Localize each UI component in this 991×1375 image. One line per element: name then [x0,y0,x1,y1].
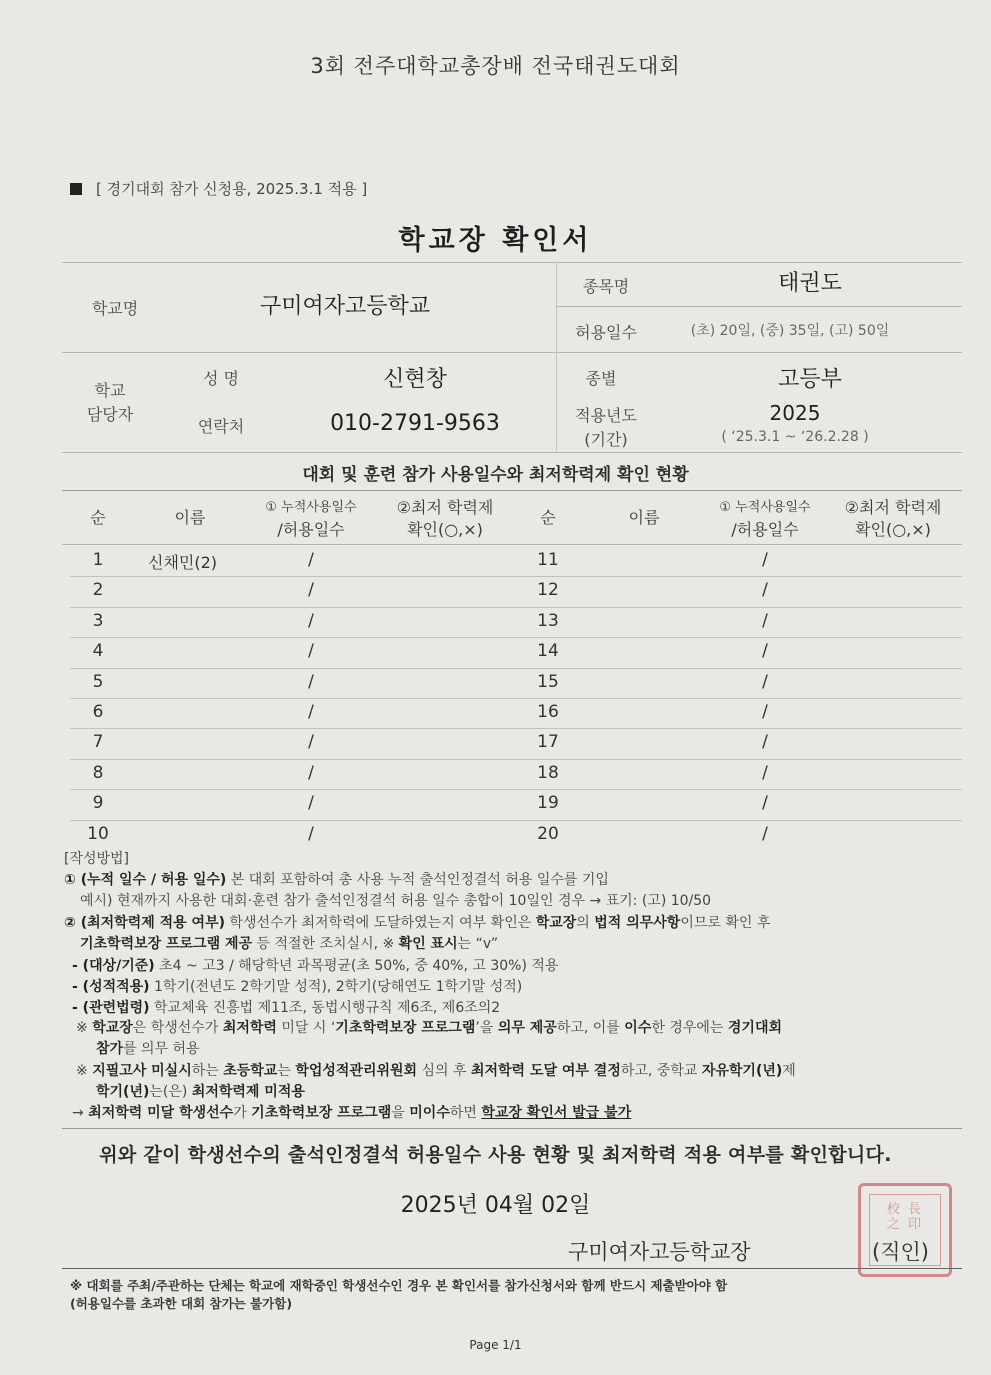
method-line-6 [72,978,522,996]
method-line-8-text-b: 은 학생선수가 [132,1020,223,1036]
row-no: 15 [537,671,559,692]
method-line-12-text-a: → [72,1105,89,1121]
row-no: 17 [537,732,559,753]
attendance-table-title: 대회 및 훈련 참가 사용일수와 최저학력제 확인 현황 [302,465,689,485]
method-line-12-bold-2: 기초학력보장 프로그램 [251,1105,392,1121]
method-line-10-bold-2: 초등학교 [223,1063,278,1079]
year-value: 2025 [769,401,821,425]
col-header-name-left: 이름 [174,508,206,527]
col-header-min-right-2: 확인(○,×) [855,520,931,539]
method-line-5 [72,957,558,975]
method-line-8-text-f: 한 경우에는 [651,1020,728,1036]
method-line-12-bold-4: 학교장 확인서 발급 불가 [481,1105,632,1121]
row-days: / [762,732,768,753]
row-no: 12 [537,580,559,601]
method-line-3-text-a: 학생선수가 최저학력에 도달하였는지 여부 확인은 [225,915,536,931]
row-days: / [308,702,314,722]
row-days: / [762,610,768,631]
issue-date: 2025년 04월 02일 [400,1193,591,1218]
row-days: / [762,793,768,814]
allowed-days-value: (초) 20일, (중) 35일, (고) 50일 [690,323,890,339]
col-header-min-left-2: 확인(○,×) [407,520,483,539]
method-line-4-text-a: 등 적절한 조치실시, ※ [252,936,399,952]
principal-name: 구미여자고등학교장 [568,1240,751,1264]
row-no: 9 [92,793,104,814]
method-line-10-bold-3: 학업성적관리위원회 [295,1063,418,1079]
method-line-4-text-b: 는 “v” [457,936,499,952]
form-note-text: [ 경기대회 참가 신청용, 2025.3.1 적용 ] [96,180,368,198]
sport-value: 태권도 [778,271,842,296]
row-days: / [308,762,314,783]
method-line-1-bold: ① (누적 일수 / 허용 일수) [64,872,227,888]
row-no: 3 [92,610,104,631]
row-no: 16 [537,702,559,722]
col-header-no-right: 순 [540,508,556,527]
method-line-11-bold: 학기(년) [96,1084,150,1100]
row-days: / [308,793,314,814]
table-row-rule [70,759,962,760]
row-no: 5 [92,671,104,692]
contact-label: 연락처 [197,417,245,436]
method-line-12-bold-1: 최저학력 미달 학생선수 [88,1105,234,1121]
row-days: / [762,762,768,783]
row-days: / [308,580,314,601]
row-no: 7 [92,732,104,753]
col-header-min-left-1: ②최저 학력제 [396,498,494,517]
table-row-rule [70,728,962,729]
row-days: / [762,550,768,570]
row-no: 10 [87,823,109,844]
row-days: / [308,671,314,692]
row-no: 14 [537,641,559,662]
row-no: 2 [92,580,104,601]
table-row-rule [70,820,962,821]
method-line-12-text-c: 을 [391,1105,410,1121]
footnote-1: ※ 대회를 주최/주관하는 단체는 학교에 재학중인 학생선수인 경우 본 확인서를 참가신청서와 함께 반드시 제출받아야 함 [70,1278,728,1293]
method-line-10 [76,1062,796,1080]
method-line-8-text-a: ※ [76,1020,93,1036]
row-no: 18 [537,762,559,783]
method-line-10-text-a: ※ [76,1063,93,1079]
bullet-square-icon [70,183,82,195]
method-line-2: 예시) 현재까지 사용한 대회·훈련 참가 출석인정결석 허용 일수 총합이 10일인 경우 → 표기: (고) 10/50 [80,893,712,909]
method-line-8-bold-2: 최저학력 [222,1020,277,1036]
method-line-5-text: 초4 ~ 고3 / 해당학년 과목평균(초 50%, 중 40%, 고 30%) 적용 [154,958,559,974]
method-line-3-bold-3: 법적 의무사항 [594,915,681,931]
method-line-12-text-d: 하면 [449,1105,482,1121]
table-row-rule [70,789,962,790]
row-days: / [762,641,768,662]
method-line-8-text-e: 하고, 이를 [556,1020,625,1036]
method-line-3-text-c: 이므로 확인 후 [680,915,771,931]
method-line-8 [76,1019,782,1037]
method-line-10-text-b: 하는 [191,1063,224,1079]
school-label: 학교명 [91,299,139,318]
division-label: 종별 [585,369,617,388]
col-header-no-left: 순 [90,508,106,527]
method-heading: [작성방법] [64,851,130,867]
page-number: Page 1/1 [469,1338,522,1352]
event-title: 3회 전주대학교총장배 전국태권도대회 [310,54,681,78]
allowed-days-label: 허용일수 [575,323,637,342]
row-no: 19 [537,793,559,814]
row-no: 13 [537,610,559,631]
col-header-min-right-1: ②최저 학력제 [844,498,942,517]
row-name: 신채민(2) [148,553,218,572]
method-bottom-rule [62,1128,962,1129]
info-rule-mid [62,352,962,353]
col-header-name-right: 이름 [628,508,660,527]
method-line-9 [96,1040,200,1058]
year-label-1: 적용년도 [575,406,637,425]
table-row-rule [70,698,962,699]
method-line-4-bold: 기초학력보장 프로그램 제공 [80,936,253,952]
confirmation-statement: 위와 같이 학생선수의 출석인정결석 허용일수 사용 현황 및 최저학력 적용 여부를 확인합니다. [99,1144,892,1166]
name-label: 성 명 [203,369,239,388]
row-days: / [308,550,314,570]
contact-value: 010-2791-9563 [330,411,500,436]
seal-glyphs: 校 長 之 印 [886,1202,924,1232]
method-line-8-text-d: ’을 [475,1020,498,1036]
table-top-rule [62,490,962,491]
method-line-3 [64,914,770,932]
row-days: / [308,610,314,631]
col-header-days-right-1: ① 누적사용일수 [719,500,811,515]
method-line-4-bold-2: 확인 표시 [398,936,458,952]
method-line-9-text: 를 의무 허용 [123,1041,200,1057]
school-value: 구미여자고등학교 [259,294,431,319]
row-days: / [762,823,768,844]
method-line-8-bold-4: 의무 제공 [497,1020,557,1036]
method-line-3-bold: ② (최저학력제 적용 여부) [64,915,225,931]
row-no: 8 [92,762,104,783]
method-line-10-text-d: 심의 후 [417,1063,471,1079]
method-line-11 [96,1083,305,1101]
footnote-rule [62,1268,962,1269]
method-line-6-text: 1학기(전년도 2학기말 성적), 2학기(당해연도 1학기말 성적) [149,979,523,995]
row-no: 4 [92,641,104,662]
col-header-days-left-2: /허용일수 [277,520,345,539]
method-line-1-text: 본 대회 포함하여 총 사용 누적 출석인정결석 허용 일수를 기입 [226,872,609,888]
row-days: / [762,671,768,692]
method-line-1 [64,871,609,889]
method-line-12 [72,1104,631,1122]
footnote-2: (허용일수를 초과한 대회 참가는 불가함) [70,1296,293,1311]
method-line-11-text: 는(은) [149,1084,192,1100]
col-header-days-left-1: ① 누적사용일수 [265,500,357,515]
method-line-4 [80,935,498,953]
method-line-10-bold-1: 지필고사 미실시 [92,1063,192,1079]
manager-label-2: 담당자 [86,405,134,424]
row-days: / [308,732,314,753]
row-days: / [762,580,768,601]
table-row-rule [70,576,962,577]
method-line-10-bold-5: 자유학기(년) [701,1063,783,1079]
method-line-7-bold: - (관련법령) [72,1000,150,1016]
method-line-12-bold-3: 미이수 [409,1105,450,1121]
seal-label: (직인) [872,1240,929,1264]
method-line-8-bold-6: 경기대회 [727,1020,782,1036]
method-line-12-text-b: 가 [233,1105,252,1121]
info-rule-sport [556,306,962,307]
method-line-10-bold-4: 최저학력 도달 여부 결정 [470,1063,621,1079]
row-days: / [308,641,314,662]
method-line-8-bold-3: 기초학력보장 프로그램 [335,1020,476,1036]
method-line-10-text-e: 하고, 중학교 [620,1063,702,1079]
row-days: / [308,823,314,844]
manager-label-1: 학교 [94,381,126,400]
method-line-10-text-f: 제 [782,1063,796,1079]
method-line-7 [72,999,500,1017]
row-days: / [762,702,768,722]
method-line-8-bold-1: 학교장 [92,1020,133,1036]
row-no: 1 [92,550,104,570]
table-row-rule [70,637,962,638]
year-period: ( ‘25.3.1 ~ ‘26.2.28 ) [721,429,869,445]
method-line-3-text-b: 의 [576,915,595,931]
table-header-rule [62,544,962,545]
method-line-10-text-c: 는 [277,1063,296,1079]
table-row-rule [70,607,962,608]
method-line-6-bold: - (성적적용) [72,979,150,995]
method-line-11-bold-2: 최저학력제 미적용 [191,1084,305,1100]
col-header-days-right-2: /허용일수 [731,520,799,539]
form-note [70,178,367,199]
sport-label: 종목명 [582,277,630,296]
info-top-rule [62,262,962,263]
method-line-3-bold-2: 학교장 [535,915,577,931]
name-value: 신현창 [383,367,447,392]
info-bottom-rule [62,452,962,453]
method-line-8-text-c: 미달 시 ‘ [276,1020,336,1036]
row-no: 20 [537,823,559,844]
row-no: 6 [92,702,104,722]
method-line-8-bold-5: 이수 [624,1020,652,1036]
method-line-9-bold: 참가 [96,1041,124,1057]
method-line-5-bold: - (대상/기준) [72,958,155,974]
document-title: 학교장 확인서 [398,225,593,256]
method-line-7-text: 학교체육 진흥법 제11조, 동법시행규칙 제6조, 제6조의2 [149,1000,501,1016]
row-no: 11 [537,550,559,570]
year-label-2: (기간) [584,430,628,449]
table-row-rule [70,668,962,669]
division-value: 고등부 [778,367,842,392]
